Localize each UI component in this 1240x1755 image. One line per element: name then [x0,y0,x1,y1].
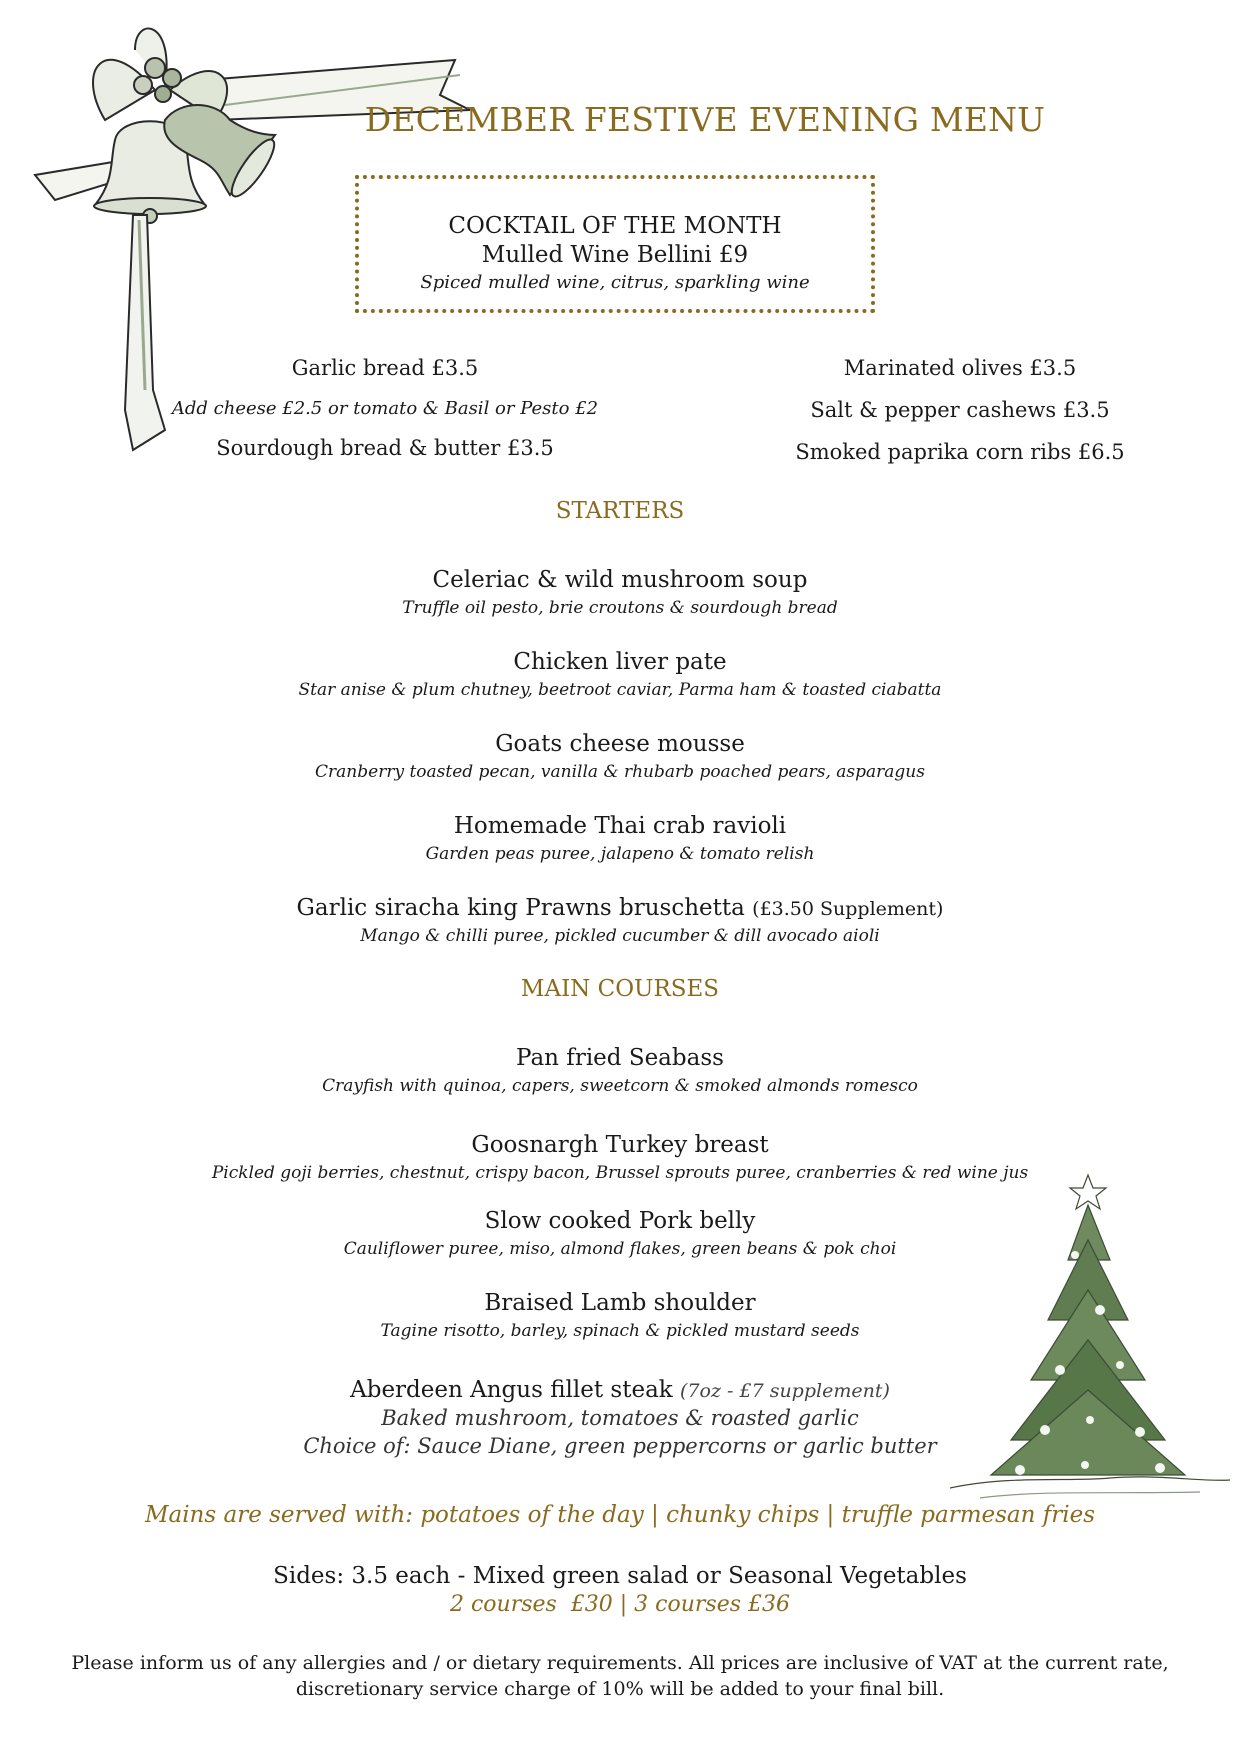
starter-desc: Garden peas puree, jalapeno & tomato relish [425,844,815,864]
main-name: Slow cooked Pork belly [484,1208,756,1234]
sides-line: Sides: 3.5 each - Mixed green salad or Seasonal Vegetables [273,1563,967,1589]
main-desc: Tagine risotto, barley, spinach & pickled mustard seeds [380,1321,860,1341]
main-sauce-choice: Choice of: Sauce Diane, green peppercorns or garlic butter [303,1434,937,1458]
starter-name: Celeriac & wild mushroom soup [432,567,808,593]
starter-supplement: (£3.50 Supplement) [752,898,944,920]
allergy-service-charge-notice: Please inform us of any allergies and / or dietary requirements. All prices are inclusive of VAT at the current rate, discretionary service charge of 10% will be added to your final bill. [71,1652,1169,1700]
main-name-with-supplement [0,1377,1240,1403]
cocktail-name: Mulled Wine Bellini £9 [481,242,749,268]
cocktail-description: Spiced mulled wine, citrus, sparkling wine [420,272,810,293]
nibble-garlic-bread: Garlic bread £3.5 [291,356,479,380]
starter-name: Goats cheese mousse [495,731,745,757]
nibble-garlic-bread-addons: Add cheese £2.5 or tomato & Basil or Pesto £2 [171,398,599,419]
cocktail-of-the-month-box [355,175,875,313]
nibble-corn-ribs: Smoked paprika corn ribs £6.5 [795,440,1125,464]
starter-name: Garlic siracha king Prawns bruschetta [296,895,745,921]
starter-name: Chicken liver pate [513,649,727,675]
cocktail-heading: COCKTAIL OF THE MONTH [448,213,782,239]
main-courses-heading: MAIN COURSES [520,976,720,1002]
starter-desc: Cranberry toasted pecan, vanilla & rhubarb poached pears, asparagus [315,762,925,782]
starter-desc: Star anise & plum chutney, beetroot caviar, Parma ham & toasted ciabatta [298,680,942,700]
nibble-sourdough-bread: Sourdough bread & butter £3.5 [216,436,554,460]
starters-heading: STARTERS [555,498,685,524]
mains-served-with: Mains are served with: potatoes of the day | chunky chips | truffle parmesan fries [144,1502,1096,1528]
main-name: Aberdeen Angus fillet steak [350,1377,673,1403]
main-supplement: (7oz - £7 supplement) [680,1380,890,1402]
main-desc: Pickled goji berries, chestnut, crispy bacon, Brussel sprouts puree, cranberries & red wine jus [211,1163,1029,1183]
main-desc: Baked mushroom, tomatoes & roasted garlic [381,1406,859,1430]
menu-title: DECEMBER FESTIVE EVENING MENU [364,100,1046,139]
main-desc: Crayfish with quinoa, capers, sweetcorn & smoked almonds romesco [322,1076,918,1096]
main-name: Goosnargh Turkey breast [471,1132,769,1158]
starter-name-with-supplement [0,895,1240,921]
main-desc: Cauliflower puree, miso, almond flakes, green beans & pok choi [343,1239,897,1259]
main-name: Braised Lamb shoulder [484,1290,756,1316]
starter-name: Homemade Thai crab ravioli [453,813,787,839]
starter-desc: Truffle oil pesto, brie croutons & sourdough bread [402,598,838,618]
nibble-olives: Marinated olives £3.5 [843,356,1077,380]
nibble-cashews: Salt & pepper cashews £3.5 [810,398,1110,422]
course-pricing: 2 courses £30 | 3 courses £36 [449,1592,791,1617]
starter-desc: Mango & chilli puree, pickled cucumber & dill avocado aioli [360,926,880,946]
main-name: Pan fried Seabass [516,1045,724,1071]
